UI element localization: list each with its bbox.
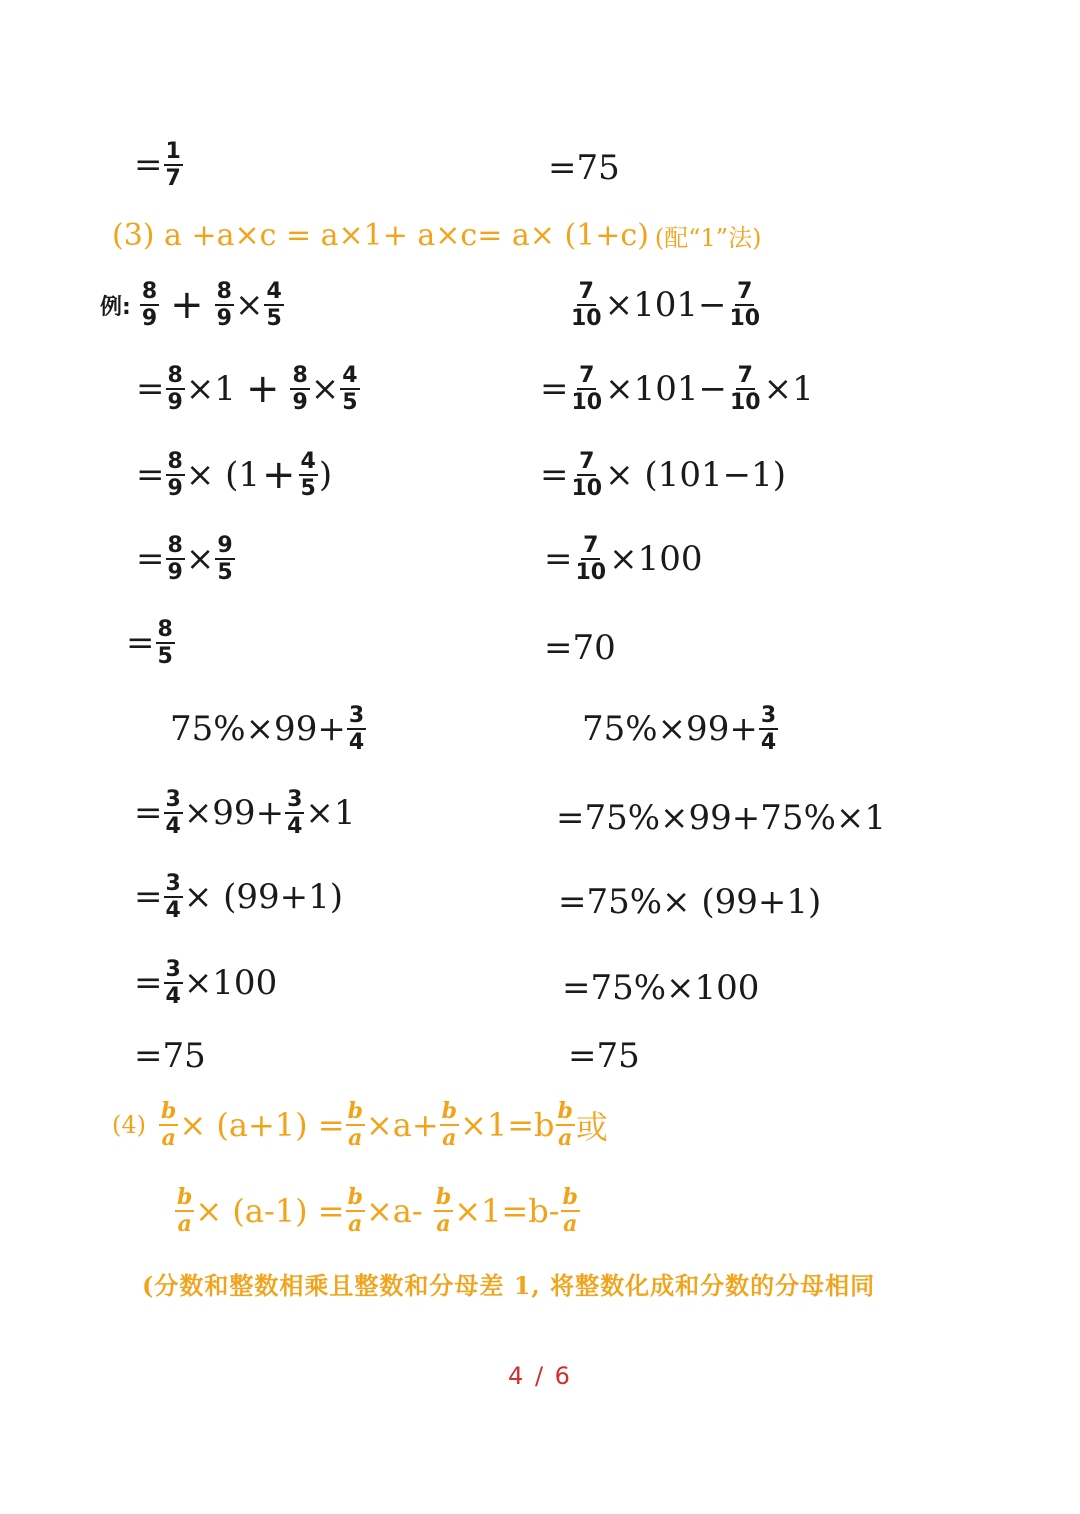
block1-line2: = $\frac{8}{9}$ ×1 + $\frac{8}{9}$ × $\frac{4}{5}$	[136, 363, 358, 416]
block1-line4: = $\frac{8}{9}$ × $\frac{9}{5}$	[136, 533, 233, 586]
block4-line2: =75%×99+75%×1	[556, 798, 886, 838]
example-label: 例:	[100, 294, 131, 320]
block2-line2: = $\frac{7}{10}$ ×101− $\frac{7}{10}$ ×1	[540, 363, 814, 416]
block2-line3: = $\frac{7}{10}$ × (101−1)	[540, 449, 786, 502]
top-right-result: =75	[548, 148, 620, 188]
block3-line5: =75	[134, 1036, 206, 1076]
top-left-result: = $\frac{1}{7}$	[134, 139, 181, 192]
rule4-line2: $\frac{b}{a}$ × (a-1) = $\frac{b}{a}$ ×a- $\frac{b}{a}$ ×1=b- b a	[177, 1184, 578, 1238]
block3-line1: 75%×99+ $\frac{3}{4}$	[170, 703, 365, 756]
rule4-note: (分数和整数相乘且整数和分母差 1, 将整数化成和分数的分母相同	[142, 1271, 876, 1300]
block1-line1: 例: 8 9 + $\frac{8}{9}$ × $\frac{4}{5}$	[100, 279, 282, 332]
block4-line5: =75	[568, 1036, 640, 1076]
block1-line3: = $\frac{8}{9}$ × (1 + $\frac{4}{5}$ )	[136, 449, 333, 502]
block2-line4: = $\frac{7}{10}$ ×100	[544, 533, 703, 586]
rule3-heading: (3) a +a×c = a×1+ a×c= a× (1+c) (配“1”法)	[112, 218, 762, 253]
block1-line5: = $\frac{8}{5}$	[126, 617, 173, 670]
block4-line1: 75%×99+ $\frac{3}{4}$	[582, 703, 777, 756]
page-number: 4 / 6	[508, 1362, 572, 1390]
block3-line3: = $\frac{3}{4}$ × (99+1)	[134, 871, 344, 924]
block4-line4: =75%×100	[562, 968, 760, 1008]
block2-line5: =70	[544, 628, 616, 668]
block3-line4: = $\frac{3}{4}$ ×100	[134, 957, 278, 1010]
block3-line2: = $\frac{3}{4}$ ×99+ $\frac{3}{4}$ ×1	[134, 787, 356, 840]
fraction: $\frac{1}{7}$	[165, 139, 181, 192]
rule4-line1: (4) $\frac{b}{a}$ × (a+1) = $\frac{b}{a}$ ×a+ $\frac{b}{a}$ ×1=b b a 或	[112, 1098, 608, 1152]
block4-line3: =75%× (99+1)	[558, 882, 822, 922]
block2-line1: $\frac{7}{10}$ ×101− $\frac{7}{10}$	[571, 279, 761, 332]
